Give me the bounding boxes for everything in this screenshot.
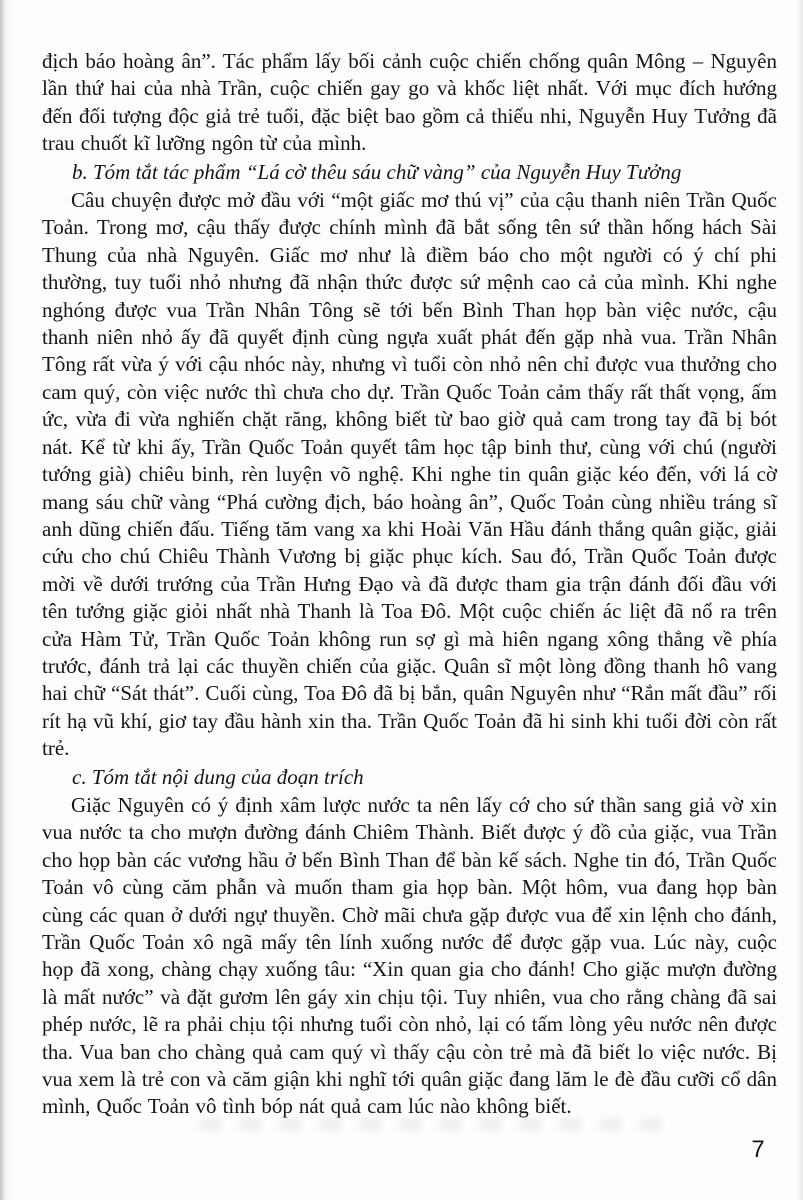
- paragraph-summary-excerpt: Giặc Nguyên có ý định xâm lược nước ta nên lấy cớ cho sứ thần sang giả vờ xin vua nước ta cho mượn đường đánh Chiêm Thành. Biết được ý đồ của giặc, vua Trần cho họp bàn các vương hầu ở bến Bình Than để bàn kế sách. Nghe tin đó, Trần Quốc Toản vô cùng căm phẫn và muốn tham gia họp bàn. Một hôm, vua đang họp bàn cùng các quan ở dưới ngự thuyền. Chờ mãi chưa gặp được vua để xin lệnh cho đánh, Trần Quốc Toản xô ngã mấy tên lính xuống nước để được gặp vua. Lúc này, cuộc họp đã xong, chàng chạy xuống tâu: “Xin quan gia cho đánh! Cho giặc mượn đường là mất nước” và đặt gươm lên gáy xin chịu tội. Tuy nhiên, vua cho rằng chàng đã sai phép nước, lẽ ra phải chịu tội nhưng tuổi còn nhỏ, lại có tấm lòng yêu nước nên được tha. Vua ban cho chàng quả cam quý vì thấy cậu còn trẻ mà đã biết lo việc nước. Bị vua xem là trẻ con và căm giận khi nghĩ tới quân giặc đang lăm le đè đầu cưỡi cổ dân mình, Quốc Toản vô tình bóp nát quả cam lúc nào không biết.: [42, 792, 777, 1119]
- scan-edge-shadow-right: [797, 0, 803, 1200]
- page-text-block: [42, 48, 777, 1121]
- section-heading-b: b. Tóm tắt tác phẩm “Lá cờ thêu sáu chữ vàng” của Nguyễn Huy Tưởng: [72, 159, 682, 184]
- section-heading-c: c. Tóm tắt nội dung của đoạn trích: [72, 764, 364, 789]
- paragraph-summary-work: Câu chuyện được mở đầu với “một giấc mơ thú vị” của cậu thanh niên Trần Quốc Toản. Trong mơ, cậu thấy được chính mình đã bắt sống tên sứ thần hống hách Sài Thung của nhà Nguyên. Giấc mơ như là điềm báo cho một người có ý chí phi thường, tuy tuổi nhỏ nhưng đã nhận thức được sứ mệnh cao cả của mình. Khi nghe nghóng được vua Trần Nhân Tông sẽ tới bến Bình Than họp bàn việc nước, cậu thanh niên nhỏ ấy đã quyết định cùng ngựa xuất phát đến gặp nhà vua. Trần Nhân Tông rất vừa ý với cậu nhóc này, nhưng vì tuổi còn nhỏ nên chỉ được vua thưởng cho cam quý, còn việc nước thì chưa cho dự. Trần Quốc Toản cảm thấy rất thất vọng, ấm ức, vừa đi vừa nghiến chặt răng, không biết từ bao giờ quả cam trong tay đã bị bót nát. Kể từ khi ấy, Trần Quốc Toản quyết tâm học tập binh thư, cùng với chú (người tướng già) chiêu binh, rèn luyện võ nghệ. Khi nghe tin quân giặc kéo đến, với lá cờ mang sáu chữ vàng “Phá cường địch, báo hoàng ân”, Quốc Toản cùng nhiều tráng sĩ anh dũng chiến đấu. Tiếng tăm vang xa khi Hoài Văn Hầu đánh thắng quân giặc, giải cứu cho chú Chiêu Thành Vương bị giặc phục kích. Sau đó, Trần Quốc Toản được mời về dưới trướng của Trần Hưng Đạo và đã được tham gia trận đánh đối đầu với tên tướng giặc giỏi nhất nhà Thanh là Toa Đô. Một cuộc chiến ác liệt đã nổ ra trên cửa Hàm Tử, Trần Quốc Toản không run sợ gì mà hiên ngang xông thẳng về phía trước, đánh trả lại các thuyền chiến của giặc. Quân sĩ một lòng đồng thanh hô vang hai chữ “Sát thát”. Cuối cùng, Toa Đô đã bị bắn, quân Nguyên như “Rắn mất đầu” rối rít hạ vũ khí, giơ tay đầu hành xin tha. Trần Quốc Toản đã hi sinh khi tuổi đời còn rất trẻ.: [42, 188, 778, 761]
- paragraph-continuation: địch báo hoàng ân”. Tác phẩm lấy bối cảnh cuộc chiến chống quân Mông – Nguyên lần thứ hai của nhà Trần, cuộc chiến gay go và khốc liệt nhất. Với mục đích hướng đến đối tượng độc giả trẻ tuổi, đặc biệt bao gồm cả thiếu nhi, Nguyễn Huy Tưởng đã trau chuốt kĩ lưỡng ngôn từ của mình.: [42, 49, 777, 156]
- page-number: 7: [751, 1136, 765, 1163]
- scan-edge-shadow-left: [0, 0, 12, 1200]
